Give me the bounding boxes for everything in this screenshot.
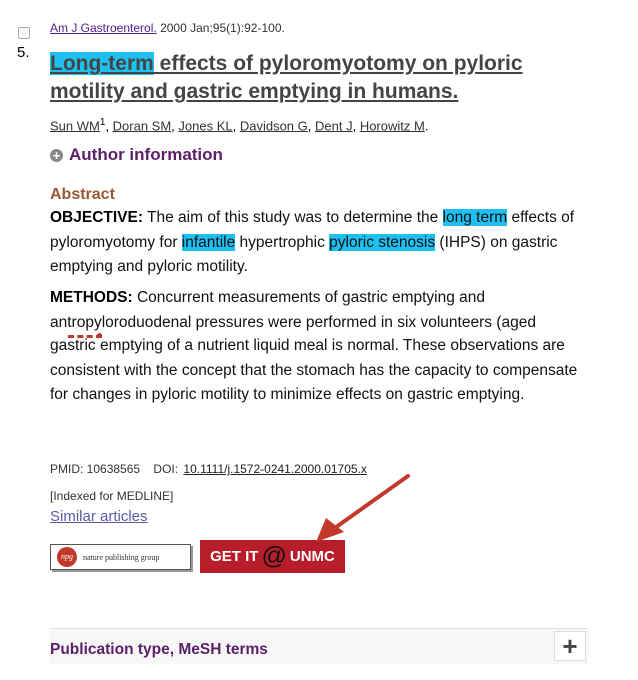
getit-left: GET IT [210, 548, 259, 565]
author-link[interactable]: Dent J [315, 118, 353, 134]
expand-plus-icon[interactable]: + [554, 631, 586, 661]
result-checkbox[interactable] [18, 27, 30, 39]
author-information-toggle[interactable] [50, 145, 223, 165]
npg-logo-icon: npg [57, 547, 77, 567]
objective-text: The aim of this study was to determine the [143, 209, 443, 226]
author-link[interactable]: Davidson G [239, 118, 308, 134]
author-list: Sun $WM^1$, Doran SM, Jones KL, Davidson G, Dent J, Horowitz M. [50, 117, 429, 134]
article-title[interactable] [50, 50, 590, 106]
methods-label: METHODS: [50, 289, 133, 306]
npg-label: nature publishing group [83, 552, 160, 562]
title-rest: effects of pyloromyotomy on pyloric motility and gastric emptying in humans. [50, 52, 523, 103]
citation [50, 21, 285, 35]
citation-details: 2000 Jan;95(1):92-100. [160, 21, 285, 35]
npg-fulltext-button[interactable] [50, 544, 191, 570]
author-link[interactable]: Jones KL [178, 118, 233, 134]
objective-text: (IHPS) on gastric emptying and pyloric motility. [50, 233, 558, 275]
objective-text: effects of pyloromyotomy for [50, 209, 575, 251]
at-symbol: @ [261, 542, 287, 570]
abstract-methods [50, 286, 590, 331]
title-highlight: Long-term [50, 52, 154, 75]
author-information-label: Author information [69, 145, 223, 164]
getit-right: UNMC [289, 548, 335, 565]
indexed-status: [Indexed for MEDLINE] [50, 489, 174, 503]
section-label: Publication type, MeSH terms [50, 641, 268, 658]
objective-text: hypertrophic [235, 233, 330, 251]
similar-articles-link[interactable]: Similar articles [50, 508, 148, 525]
pmid: PMID: 10638565 [50, 462, 141, 476]
annotation-arrow-icon [310, 470, 420, 550]
author-affiliation-sup: 1 [99, 117, 106, 128]
author-link[interactable]: Horowitz M [359, 118, 425, 134]
journal-link[interactable]: Am J Gastroenterol. [50, 21, 157, 35]
author-link[interactable]: Doran SM [112, 118, 172, 134]
author-link[interactable]: Sun WM [50, 118, 100, 134]
highlight-term: infantile [181, 233, 236, 251]
publication-type-section[interactable] [50, 628, 588, 664]
result-number: 5. [17, 44, 30, 61]
abstract-objective [50, 206, 590, 280]
objective-label: OBJECTIVE: [50, 209, 144, 226]
highlight-term: long term [442, 209, 508, 226]
conclusion-text: gastric emptying of a nutrient liquid meal is normal. These observations are consistent with the concept that the stomach has the capacity to compensate for changes in pyloric motility to minimize effects on gastric emptying. [50, 337, 578, 403]
doi-label: DOI: [153, 462, 179, 476]
highlight-term: pyloric stenosis [329, 233, 436, 251]
expand-plus-icon: + [50, 149, 63, 162]
abstract-conclusion [50, 337, 590, 442]
doi-link[interactable]: 10.1111/j.1572-0241.2000.01705.x [183, 462, 367, 476]
abstract-heading: Abstract [50, 186, 115, 203]
methods-text: Concurrent measurements of gastric emptying and antropyloroduodenal pressures were performed in six volunteers (aged [50, 289, 536, 331]
